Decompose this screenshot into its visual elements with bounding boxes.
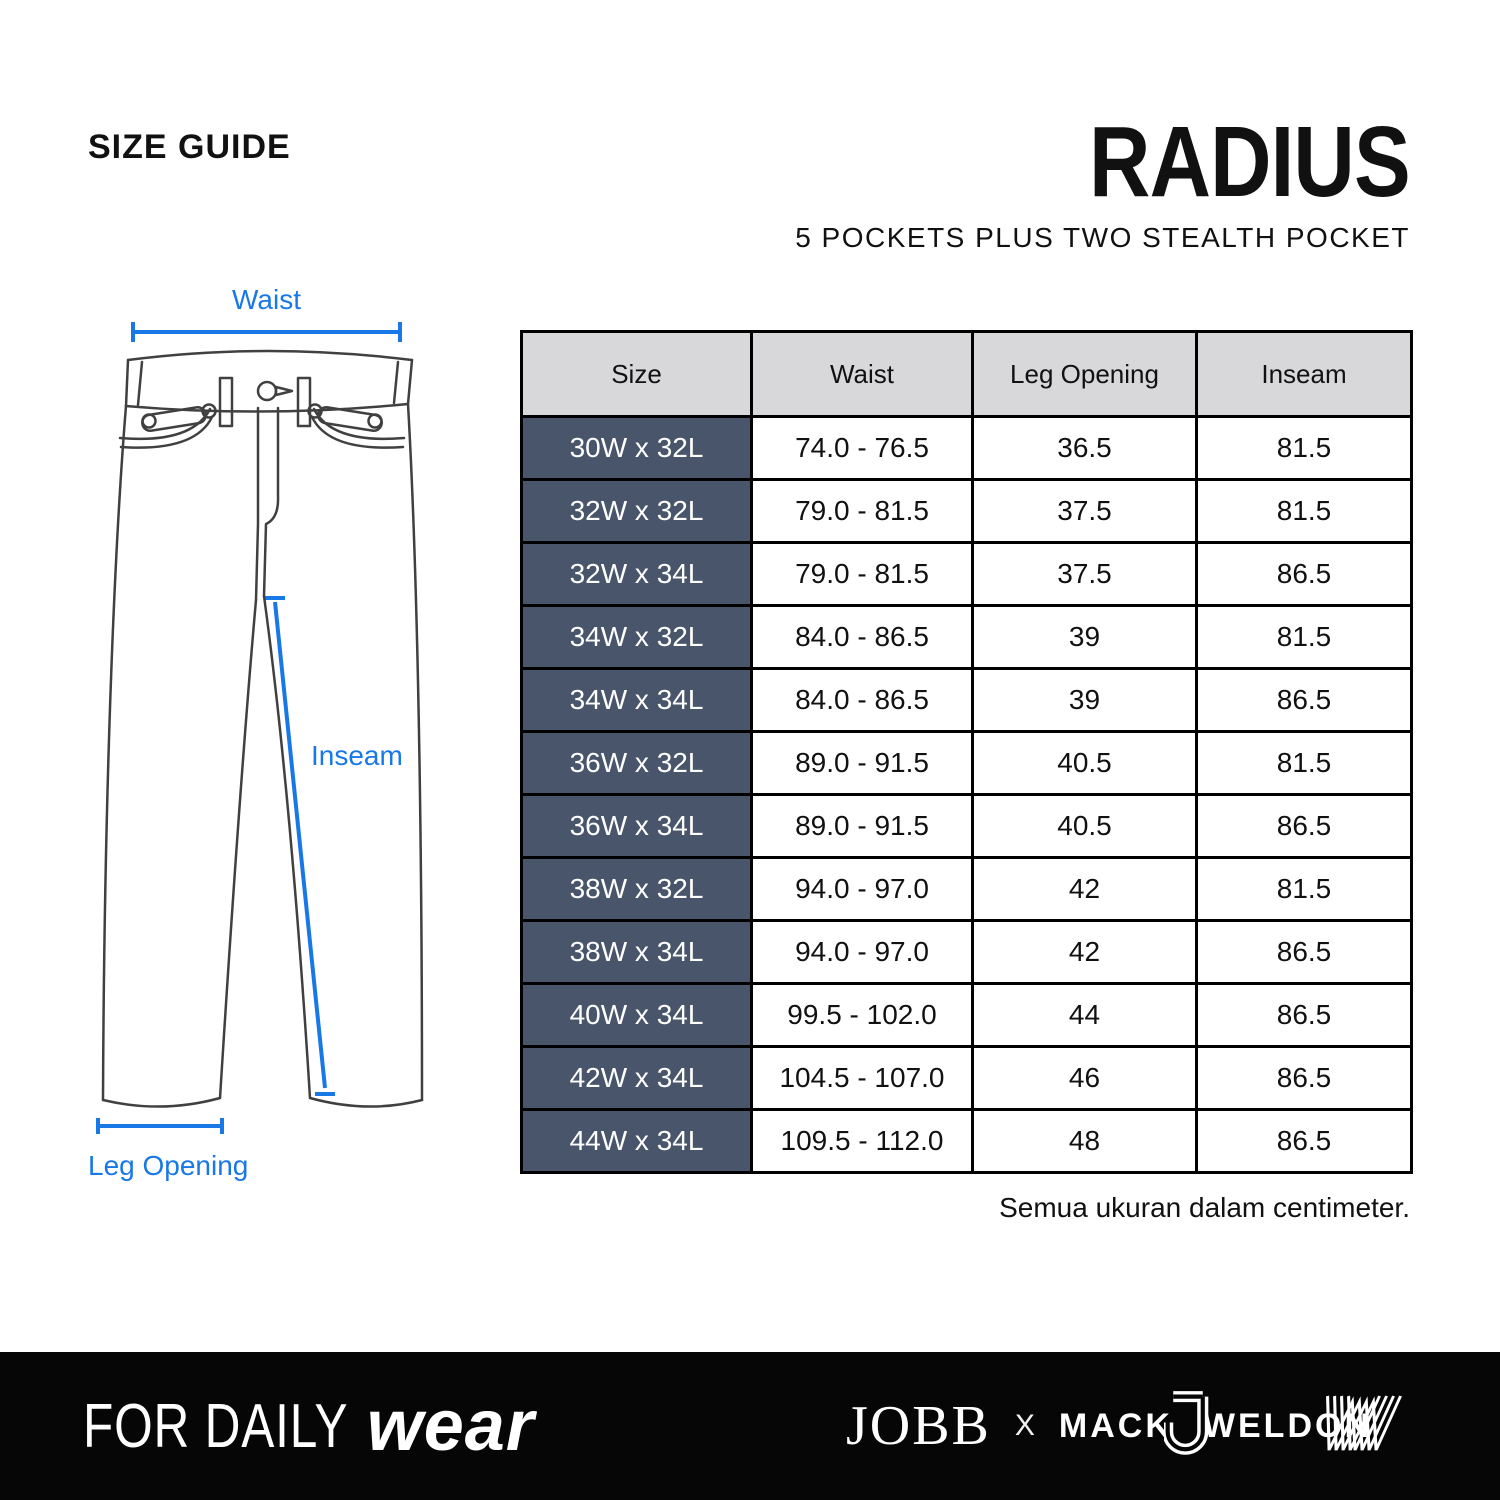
product-subtitle: 5 POCKETS PLUS TWO STEALTH POCKET — [795, 222, 1410, 253]
size-value: 32W x 34L — [522, 543, 752, 606]
units-note: Semua ukuran dalam centimeter. — [999, 1192, 1410, 1223]
size-value: 36W x 34L — [522, 795, 752, 858]
size-value: 40W x 34L — [522, 984, 752, 1047]
pants-line-drawing — [80, 278, 520, 1238]
waist-value: 84.0 - 86.5 — [752, 606, 973, 669]
waist-value: 79.0 - 81.5 — [752, 543, 973, 606]
pants-measurement-diagram — [80, 278, 520, 1238]
mack-wordmark: MACK — [1058, 1406, 1173, 1445]
table-row — [522, 732, 1412, 795]
weldon-wordmark: WELDON — [1202, 1406, 1372, 1445]
leg-opening-value: 46 — [973, 1047, 1197, 1110]
weldon-w-emblem-icon — [1316, 1394, 1408, 1454]
column-header-inseam: Inseam — [1197, 332, 1412, 417]
waist-value: 94.0 - 97.0 — [752, 921, 973, 984]
leg-opening-value: 36.5 — [973, 417, 1197, 480]
inseam-value: 86.5 — [1197, 1110, 1412, 1173]
leg-opening-value: 39 — [973, 606, 1197, 669]
table-header-row — [522, 332, 1412, 417]
waist-value: 99.5 - 102.0 — [752, 984, 973, 1047]
size-value: 38W x 34L — [522, 921, 752, 984]
tagline-italic: wear — [366, 1386, 535, 1466]
inseam-value: 81.5 — [1197, 858, 1412, 921]
leg-opening-value: 44 — [973, 984, 1197, 1047]
inseam-measure-label: Inseam — [311, 740, 403, 771]
waist-measure-line — [133, 322, 400, 342]
inseam-value: 86.5 — [1197, 795, 1412, 858]
title-block — [795, 106, 1410, 254]
column-header-leg-opening: Leg Opening — [973, 332, 1197, 417]
table-row — [522, 1047, 1412, 1110]
waist-value: 84.0 - 86.5 — [752, 669, 973, 732]
table-row — [522, 543, 1412, 606]
inseam-measure-line — [265, 598, 335, 1094]
waist-value: 104.5 - 107.0 — [752, 1047, 973, 1110]
table-row — [522, 480, 1412, 543]
inseam-value: 81.5 — [1197, 606, 1412, 669]
leg-opening-value: 37.5 — [973, 480, 1197, 543]
size-value: 42W x 34L — [522, 1047, 752, 1110]
table-row — [522, 417, 1412, 480]
size-value: 38W x 32L — [522, 858, 752, 921]
brand-logos — [846, 1387, 1408, 1465]
inseam-value: 86.5 — [1197, 669, 1412, 732]
collab-x-icon: X — [1014, 1409, 1035, 1442]
leg-opening-value: 42 — [973, 858, 1197, 921]
size-value: 34W x 34L — [522, 669, 752, 732]
inseam-value: 86.5 — [1197, 543, 1412, 606]
size-value: 32W x 32L — [522, 480, 752, 543]
waist-value: 109.5 - 112.0 — [752, 1110, 973, 1173]
size-value: 30W x 32L — [522, 417, 752, 480]
table-row — [522, 921, 1412, 984]
leg-opening-value: 48 — [973, 1110, 1197, 1173]
inseam-value: 81.5 — [1197, 417, 1412, 480]
leg-opening-value: 39 — [973, 669, 1197, 732]
table-row — [522, 669, 1412, 732]
inseam-value: 81.5 — [1197, 480, 1412, 543]
leg-opening-value: 37.5 — [973, 543, 1197, 606]
column-header-waist: Waist — [752, 332, 973, 417]
table-row — [522, 984, 1412, 1047]
pants-outline — [103, 351, 422, 1107]
size-value: 44W x 34L — [522, 1110, 752, 1173]
waist-value: 79.0 - 81.5 — [752, 480, 973, 543]
inseam-value: 81.5 — [1197, 732, 1412, 795]
tagline-regular: FOR DAILY — [83, 1391, 349, 1461]
leg-opening-value: 40.5 — [973, 732, 1197, 795]
leg-opening-value: 40.5 — [973, 795, 1197, 858]
footer-bar — [0, 1352, 1500, 1500]
leg-opening-measure-line — [98, 1118, 222, 1134]
jobb-logo: JOBB — [845, 1395, 991, 1457]
table-row — [522, 858, 1412, 921]
waist-measure-label: Waist — [232, 284, 301, 315]
leg-opening-value: 42 — [973, 921, 1197, 984]
table-row — [522, 795, 1412, 858]
size-value: 34W x 32L — [522, 606, 752, 669]
column-header-size: Size — [522, 332, 752, 417]
waist-value: 89.0 - 91.5 — [752, 732, 973, 795]
size-table — [520, 330, 1413, 1174]
product-name: RADIUS — [1089, 106, 1410, 218]
table-row — [522, 1110, 1412, 1173]
mack-weldon-j-monogram-icon — [1164, 1389, 1212, 1467]
inseam-value: 86.5 — [1197, 921, 1412, 984]
waist-value: 74.0 - 76.5 — [752, 417, 973, 480]
inseam-value: 86.5 — [1197, 984, 1412, 1047]
waist-value: 94.0 - 97.0 — [752, 858, 973, 921]
size-value: 36W x 32L — [522, 732, 752, 795]
waist-value: 89.0 - 91.5 — [752, 795, 973, 858]
tagline — [83, 1385, 535, 1467]
leg-opening-measure-label: Leg Opening — [88, 1150, 249, 1181]
inseam-value: 86.5 — [1197, 1047, 1412, 1110]
size-guide-heading: SIZE GUIDE — [88, 128, 291, 166]
table-row — [522, 606, 1412, 669]
